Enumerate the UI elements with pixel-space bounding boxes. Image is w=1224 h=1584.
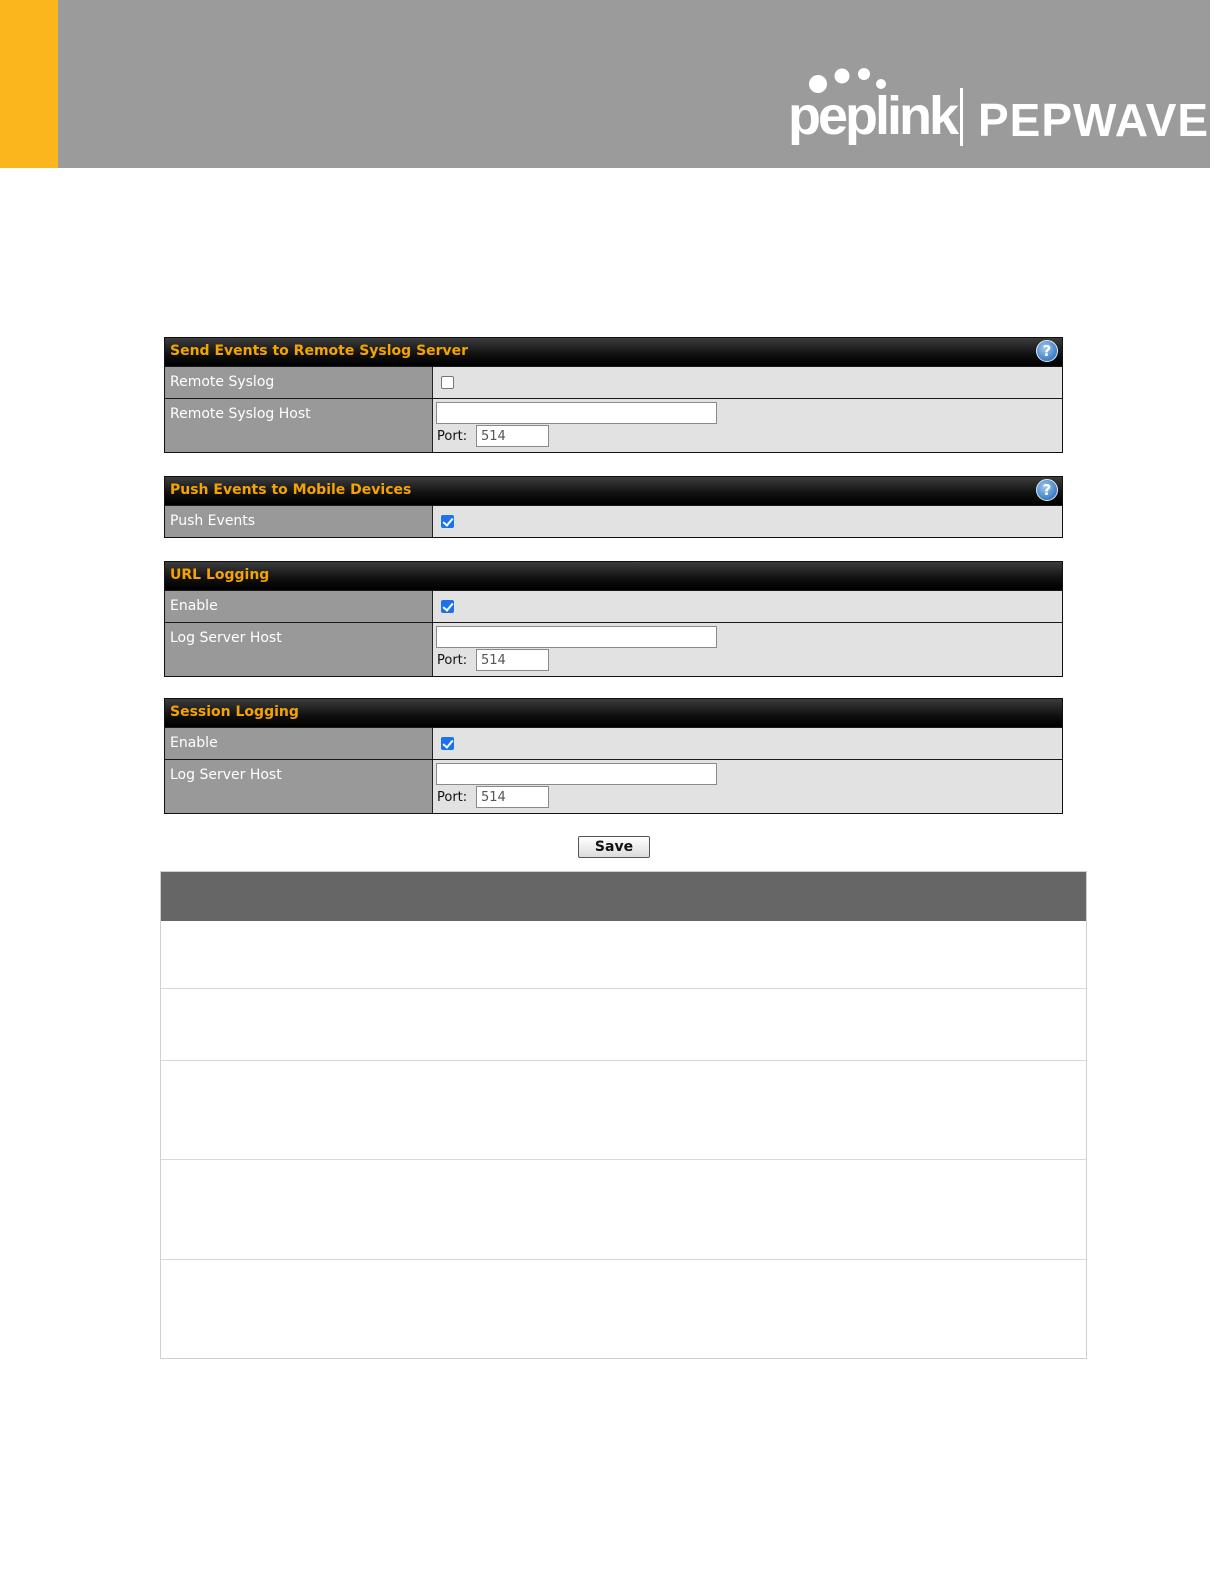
remote-syslog-port-input[interactable] — [476, 425, 549, 447]
session-log-server-host-row — [165, 759, 1062, 813]
url-logging-enable-checkbox[interactable] — [441, 600, 454, 613]
url-log-server-host-row — [165, 622, 1062, 676]
save-button[interactable]: Save — [578, 836, 650, 858]
remote-syslog-host-input[interactable] — [436, 402, 717, 424]
session-log-port-input[interactable] — [476, 786, 549, 808]
syslog-panel — [164, 337, 1063, 453]
url-logging-panel-title: URL Logging — [170, 567, 270, 583]
url-log-port-input[interactable] — [476, 649, 549, 671]
push-events-checkbox[interactable] — [441, 515, 454, 528]
push-events-panel — [164, 476, 1063, 538]
push-events-panel-header — [165, 477, 1062, 505]
remote-syslog-host-row — [165, 398, 1062, 452]
session-log-server-host-label: Log Server Host — [165, 760, 433, 813]
remote-syslog-row — [165, 366, 1062, 398]
remote-syslog-checkbox[interactable] — [441, 376, 454, 389]
remote-syslog-value — [433, 367, 1062, 398]
description-table-row — [161, 921, 1086, 989]
push-events-panel-title: Push Events to Mobile Devices — [170, 482, 412, 498]
url-logging-enable-row — [165, 590, 1062, 622]
description-table-row — [161, 1260, 1086, 1358]
push-events-label: Push Events — [165, 506, 433, 537]
remote-syslog-host-label: Remote Syslog Host — [165, 399, 433, 452]
session-log-server-host-input[interactable] — [436, 763, 717, 785]
url-logging-panel-header — [165, 562, 1062, 590]
logo-pepwave-text: PEPWAVE — [978, 94, 1210, 146]
url-logging-enable-value — [433, 591, 1062, 622]
description-table — [160, 871, 1087, 1359]
session-logging-enable-checkbox[interactable] — [441, 737, 454, 750]
session-logging-enable-value — [433, 728, 1062, 759]
url-log-port-label: Port: — [437, 653, 468, 668]
url-logging-panel — [164, 561, 1063, 677]
url-logging-enable-label: Enable — [165, 591, 433, 622]
session-log-port-label: Port: — [437, 790, 468, 805]
remote-syslog-label: Remote Syslog — [165, 367, 433, 398]
session-logging-panel-title: Session Logging — [170, 704, 299, 720]
remote-syslog-host-value — [433, 399, 1062, 452]
description-table-header — [161, 872, 1086, 921]
description-table-row — [161, 1160, 1086, 1260]
remote-syslog-port-label: Port: — [437, 429, 468, 444]
description-table-row — [161, 989, 1086, 1061]
logo-divider — [960, 88, 963, 146]
session-logging-enable-label: Enable — [165, 728, 433, 759]
push-events-value — [433, 506, 1062, 537]
session-logging-enable-row — [165, 727, 1062, 759]
url-log-server-host-value — [433, 623, 1062, 676]
peplink-pepwave-logo — [782, 60, 1210, 152]
session-logging-panel — [164, 698, 1063, 814]
header-banner — [0, 0, 1210, 168]
help-icon[interactable]: ? — [1036, 340, 1058, 362]
description-table-row — [161, 1061, 1086, 1160]
session-logging-panel-header — [165, 699, 1062, 727]
session-log-server-host-value — [433, 760, 1062, 813]
help-icon[interactable]: ? — [1036, 479, 1058, 501]
syslog-panel-header — [165, 338, 1062, 366]
syslog-panel-title: Send Events to Remote Syslog Server — [170, 343, 469, 359]
logo-peplink-text: peplink — [788, 86, 957, 146]
push-events-row — [165, 505, 1062, 537]
url-log-server-host-label: Log Server Host — [165, 623, 433, 676]
url-log-server-host-input[interactable] — [436, 626, 717, 648]
banner-accent-bar — [0, 0, 58, 168]
